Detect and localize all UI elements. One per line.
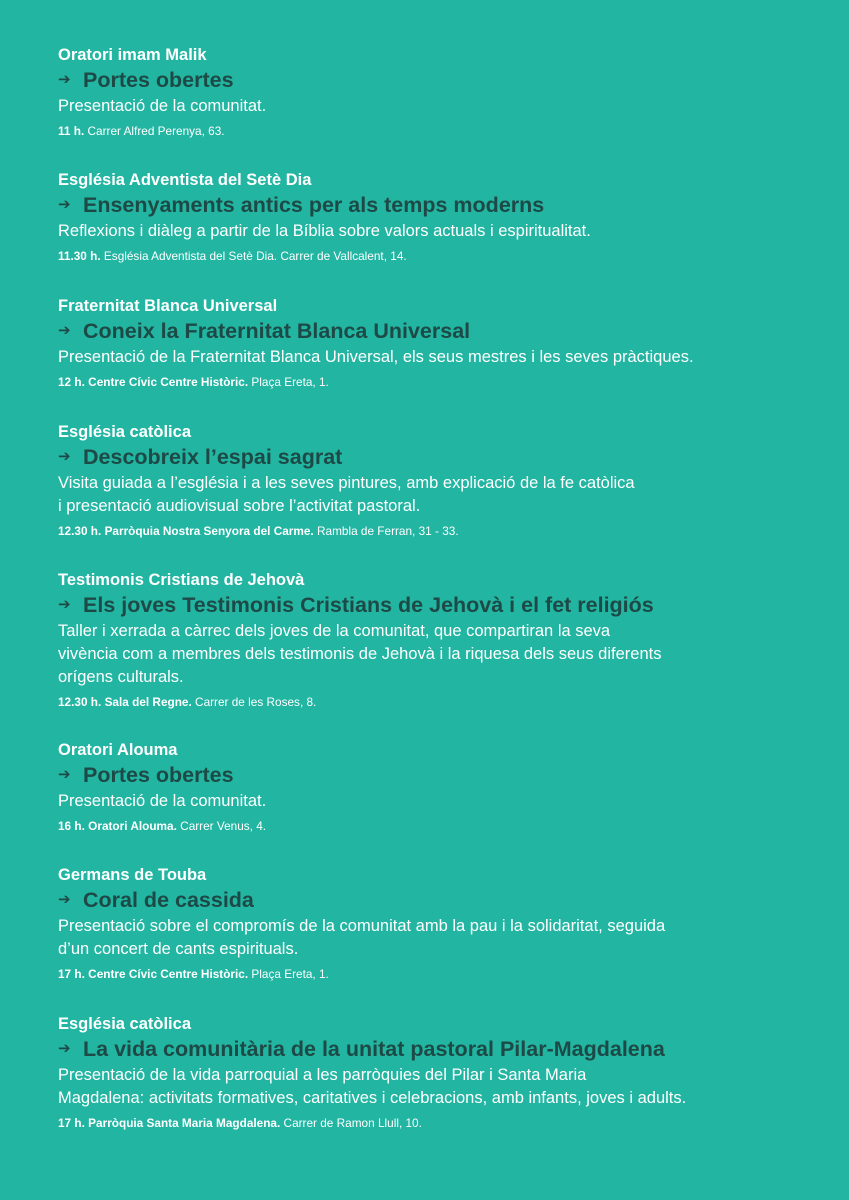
event-time: 17 h.	[58, 967, 89, 981]
event-organizer: Oratori imam Malik	[58, 46, 207, 64]
arrow-right-icon: ➔	[58, 1040, 71, 1057]
event-description	[58, 915, 818, 961]
event-details	[58, 374, 818, 390]
event-organizer: Testimonis Cristians de Jehovà	[58, 571, 305, 589]
arrow-right-icon: ➔	[58, 596, 71, 613]
event-details	[58, 694, 818, 710]
event-title-row	[58, 191, 818, 219]
event-description	[58, 472, 818, 518]
event-details	[58, 123, 818, 139]
event-description-line: d’un concert de cants espirituals.	[58, 940, 299, 958]
event-title: Portes obertes	[83, 763, 234, 787]
event-details	[58, 523, 818, 539]
event-details	[58, 248, 818, 264]
arrow-right-icon: ➔	[58, 766, 71, 783]
event-5	[58, 570, 818, 710]
event-time: 12.30 h.	[58, 524, 105, 538]
event-description	[58, 1064, 818, 1110]
event-organizer: Germans de Touba	[58, 866, 207, 884]
event-address: Església Adventista del Setè Dia. Carrer de Vallcalent, 14.	[103, 249, 407, 263]
event-details	[58, 1115, 818, 1131]
event-3	[58, 296, 818, 390]
arrow-right-icon: ➔	[58, 322, 71, 339]
event-title-row	[58, 317, 818, 345]
event-description-line: Presentació sobre el compromís de la comunitat amb la pau i la solidaritat, seguida	[58, 917, 666, 935]
event-time: 17 h.	[58, 1116, 89, 1130]
event-description-line: Visita guiada a l’església i a les seves pintures, amb explicació de la fe catòlica	[58, 474, 635, 492]
event-description	[58, 790, 818, 813]
event-title: La vida comunitària de la unitat pastoral Pilar-Magdalena	[83, 1037, 665, 1061]
event-time: 16 h.	[58, 819, 89, 833]
event-title-row	[58, 761, 818, 789]
event-time: 12 h.	[58, 375, 89, 389]
event-organizer: Fraternitat Blanca Universal	[58, 297, 278, 315]
event-title: Descobreix l’espai sagrat	[83, 445, 343, 469]
event-description-line: Taller i xerrada a càrrec dels joves de la comunitat, que compartiran la seva	[58, 622, 611, 640]
event-address: Carrer Alfred Perenya, 63.	[87, 124, 225, 138]
event-address: Rambla de Ferran, 31 - 33.	[316, 524, 459, 538]
event-address: Carrer de Ramon Llull, 10.	[283, 1116, 422, 1130]
event-title-row	[58, 591, 818, 619]
arrow-right-icon: ➔	[58, 891, 71, 908]
event-organizer: Oratori Alouma	[58, 741, 178, 759]
event-7	[58, 865, 818, 982]
event-time: 11.30 h.	[58, 249, 104, 263]
event-venue: Centre Cívic Centre Històric.	[88, 375, 252, 389]
event-title: Ensenyaments antics per als temps moderns	[83, 193, 545, 217]
event-description	[58, 346, 818, 369]
event-details	[58, 966, 818, 982]
event-title-row	[58, 443, 818, 471]
event-address: Carrer Venus, 4.	[180, 819, 267, 833]
event-description-line: orígens culturals.	[58, 668, 184, 686]
event-description-line: Presentació de la comunitat.	[58, 97, 267, 115]
event-title: Coral de cassida	[83, 888, 254, 912]
event-organizer: Església Adventista del Setè Dia	[58, 171, 312, 189]
event-time: 11 h.	[58, 124, 88, 138]
event-address: Carrer de les Roses, 8.	[195, 695, 317, 709]
event-2	[58, 170, 818, 264]
event-title-row	[58, 66, 818, 94]
event-organizer: Església catòlica	[58, 1015, 191, 1033]
event-time: 12.30 h.	[58, 695, 105, 709]
event-description-line: i presentació audiovisual sobre l’activitat pastoral.	[58, 497, 421, 515]
event-description-line: Presentació de la Fraternitat Blanca Universal, els seus mestres i les seves pràctiques.	[58, 348, 694, 366]
event-description-line: Reflexions i diàleg a partir de la Bíblia sobre valors actuals i espiritualitat.	[58, 222, 591, 240]
event-description-line: Presentació de la vida parroquial a les parròquies del Pilar i Santa Maria	[58, 1066, 587, 1084]
arrow-right-icon: ➔	[58, 196, 71, 213]
event-venue: Centre Cívic Centre Històric.	[88, 967, 252, 981]
event-description-line: Magdalena: activitats formatives, caritatives i celebracions, amb infants, joves i adults.	[58, 1089, 687, 1107]
event-6	[58, 740, 818, 834]
event-address: Plaça Ereta, 1.	[251, 375, 329, 389]
event-title: Portes obertes	[83, 68, 234, 92]
event-details	[58, 818, 818, 834]
event-venue: Oratori Alouma.	[88, 819, 181, 833]
event-venue: Parròquia Santa Maria Magdalena.	[88, 1116, 284, 1130]
event-description	[58, 620, 818, 689]
event-4	[58, 422, 818, 539]
event-description	[58, 95, 818, 118]
event-title: Coneix la Fraternitat Blanca Universal	[83, 319, 471, 343]
event-title-row	[58, 886, 818, 914]
arrow-right-icon: ➔	[58, 448, 71, 465]
event-8	[58, 1014, 818, 1131]
event-description	[58, 220, 818, 243]
event-description-line: vivència com a membres dels testimonis de Jehovà i la riquesa dels seus diferents	[58, 645, 662, 663]
event-address: Plaça Ereta, 1.	[251, 967, 329, 981]
event-1	[58, 45, 818, 139]
event-venue: Parròquia Nostra Senyora del Carme.	[104, 524, 317, 538]
event-organizer: Església catòlica	[58, 423, 191, 441]
event-title: Els joves Testimonis Cristians de Jehovà i el fet religiós	[83, 593, 654, 617]
arrow-right-icon: ➔	[58, 71, 71, 88]
event-venue: Sala del Regne.	[104, 695, 196, 709]
event-title-row	[58, 1035, 818, 1063]
event-description-line: Presentació de la comunitat.	[58, 792, 267, 810]
